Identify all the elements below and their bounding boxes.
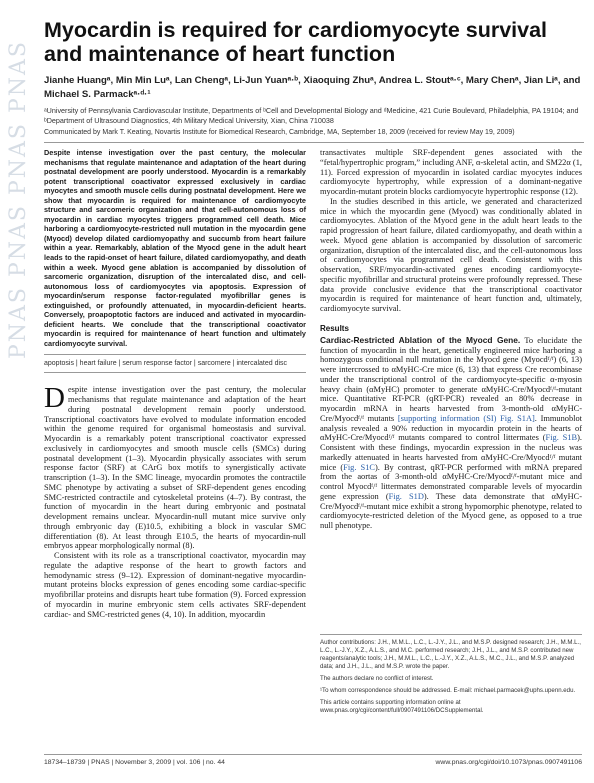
results-text-a: To elucidate the function of myocardin in the heart, genetically engineered mice harboring a homozygous conditional null mutation in the Myocd gene (Myocdᶠ/ᶠ) (6, 13) were intercrossed to αMyHC-Cre mice (6, 13) that express Cre recombinase under the transcriptional control of the cardiomyocyte-specific α-myosin heavy chain (αMyHC) promoter to generate αMyHC-Cre/Myocdᶠ/ᶠ-mutant mice. Quantitative RT-PCR (qRT-PCR) revealed an 80% decrease in myocardin mRNA in hearts harvested from 3-month-old αMyHC-Cre/Myocdᶠ/ᶠ mutants xyxy=(320,335,582,423)
footnotes xyxy=(320,634,582,719)
right-paragraph-2: In the studies described in this article, we generated and characterized mice in which the myocardin gene (Myocd) was conditionally ablated in cardiomyocytes. Ablation of the Myocd gene in the adult heart leads to the rapid progression of heart failure, dilated cardiomyopathy, and death within a week. Myocd gene ablation is accompanied by dissolution of sarcomeric organization, disruption of the intercalated disc, and the cell-autonomous loss of cardiomyocytes via programmed cell death. Consistent with this observation, SRF/myocardin-activated genes encoding cardiomyocyte-specific myofibrillar and structural proteins were profoundly repressed. These data provide conclusive evidence that the transcriptional coactivator myocardin is required for maintenance of heart function and, ultimately, cardiomyocyte survival. xyxy=(320,196,582,313)
keywords: apoptosis | heart failure | serum response factor | sarcomere | intercalated disc xyxy=(44,354,306,373)
abstract: Despite intense investigation over the past century, the molecular mechanisms that regulate maintenance and adaptation of the heart during postnatal development are poorly understood. Myocardin is a remarkably potent transcriptional coactivator expressed exclusively in cardiac myocytes and smooth muscle cells during postnatal development. Here we show that myocardin is required for maintenance of cardiomyocyte structure and sarcomeric organization and that cell-autonomous loss of myocardin in cardiac myocytes triggers programmed cell death. Mice harboring a cardiomyocyte-restricted null mutation in the myocardin gene (Myocd) develop dilated cardiomyopathy and succumb from heart failure within a year. Remarkably, ablation of the Myocd gene in the adult heart leads to the rapid-onset of heart failure, dilated cardiomyopathy, and death within a week. Myocd gene ablation is accompanied by dissolution of sarcomeric organization, disruption of the intercalated disc, and cell-autonomous loss of cardiomyocytes via apoptosis. Expression of myocardin/serum response factor-regulated myofibrillar genes is extinguished, or profoundly attenuated, in myocardin-deficient hearts. Conversely, proapoptotic factors are induced and activated in myocardin-deficient hearts. We conclude that the transcriptional coactivator myocardin is required for maintenance of heart function and ultimately cardiomyocyte survival. xyxy=(44,148,306,348)
page-footer xyxy=(44,754,582,766)
results-paragraph-1 xyxy=(320,336,582,531)
footer-doi[interactable]: www.pnas.org/cgi/doi/10.1073/pnas.0907491106 xyxy=(435,759,582,766)
si-fig-s1b-link[interactable]: Fig. S1B xyxy=(545,433,578,443)
supporting-info-note: This article contains supporting information online at www.pnas.org/cgi/content/full/0907491106/DCSupplemental. xyxy=(320,699,484,714)
si-fig-s1a-link[interactable]: [supporting information (SI) Fig. S1A] xyxy=(397,413,535,423)
si-fig-s1d-link[interactable]: Fig. S1D xyxy=(388,491,424,501)
right-column xyxy=(320,148,582,531)
journal-sidebar xyxy=(0,0,38,783)
results-heading: Results xyxy=(320,323,349,333)
results-subheading: Cardiac-Restricted Ablation of the Myocd Gene. xyxy=(320,334,521,345)
results-text-b: . Immunoblot analysis revealed a 90% reduction in myocardin protein in the hearts of αMyHC-Cre/Myocdᶠ/ᶠ mutants compared to control littermates ( xyxy=(320,413,582,443)
results-text-e: ). These data demonstrate that αMyHC-Cre/Myocdᶠ/ᶠ-mutant mice exhibit a strong hypomorphic phenotype, related to cardiomyocyte-restricted deletion of the Myocd gene, as opposed to a true null phenotype. xyxy=(320,491,582,530)
article-title: Myocardin is required for cardiomyocyte survival and maintenance of heart function xyxy=(44,18,548,66)
si-fig-s1c-link[interactable]: Fig. S1C xyxy=(343,462,375,472)
footer-citation: 18734–18739 | PNAS | November 3, 2009 | vol. 106 | no. 44 xyxy=(44,759,225,766)
conflict-statement: The authors declare no conflict of interest. xyxy=(320,675,434,682)
left-column xyxy=(44,148,306,619)
pnas-watermark: PNAS PNAS PNAS PNAS xyxy=(6,40,31,360)
correspondence-note: ¹To whom correspondence should be addressed. E-mail: michael.parmacek@uphs.upenn.edu. xyxy=(320,687,576,694)
drop-cap: D xyxy=(44,382,65,415)
introduction xyxy=(44,382,306,619)
header-divider xyxy=(44,142,584,143)
intro-paragraph-2: Consistent with its role as a transcriptional coactivator, myocardin may regulate the adaptive response of the heart to growth factors and hemodynamic stress (9–12). Expression of dominant-negative myocardin-mutant proteins blocks expression of genes encoding some cardiac-specific myofibrillar proteins and disrupts heart tube formation (9). Forced expression of myocardin in murine embryonic stem cells activates SRF-dependent cardiac- and SMC-restricted genes (4, 10). In addition, myocardin xyxy=(44,551,306,619)
results-text-c: ). Consistent with these findings, myocardin expression in the nucleus was markedly attenuated in hearts harvested from αMyHC-Cre/Myocdᶠ/ᶠ mutant mice ( xyxy=(320,433,582,472)
results-text-d: ). By contrast, qRT-PCR performed with mRNA prepared from the aortas of 3-month-old αMyHC-Cre/Myocdᶠ/ᶠ-mutant mice and control Myocdᶠ/ᶠ littermates demonstrated comparable levels of myocardin gene expression ( xyxy=(320,462,582,501)
right-paragraph-1: transactivates multiple SRF-dependent genes associated with the “fetal/hypertrophic program,” including ANF, α-skeletal actin, and SM22α (1, 11). Forced expression of myocardin in isolated cardiac myocytes induces cardiomyocyte hypertrophy, while expression of a dominant-negative myocardin-mutant protein blocks cardiomyocyte hypertrophic response (12). xyxy=(320,148,582,196)
author-list: Jianhe Huangᵃ, Min Min Luᵃ, Lan Chengᵃ, Li-Jun Yuanᵃ·ᵇ, Xiaoquing Zhuᵃ, Andrea L. Stoutᵃ·ᶜ, Mary Chenᵃ, Jian Liᵃ, and Michael S. Parmackᵃ·ᵈ·¹ xyxy=(44,75,581,100)
communicated-by: Communicated by Mark T. Keating, Novartis Institute for Biomedical Research, Cambridge, MA, September 18, 2009 (received for review May 19, 2009) xyxy=(44,129,515,136)
author-contributions: Author contributions: J.H., M.M.L., L.C., L.-J.Y., J.L., and M.S.P. designed research; J.H., M.M.L., L.C., L.-J.Y., X.Z., A.L.S., and M.C. performed research; J.H., J.L., and M.S.P. contributed new reagents/analytic tools; J.H., M.M.L., L.C., L.-J.Y., X.Z., A.L.S., M.C., J.L., and M.S.P. analyzed data; and J.H., J.L., and M.S.P. wrote the paper. xyxy=(320,639,581,670)
intro-paragraph-1-text: espite intense investigation over the past century, the molecular mechanisms that regulate maintenance and adaptation of the heart during postnatal development remain poorly understood. Transcriptional coactivators have evolved to modulate information encoded within the genome required for organismal homeostasis and survival. Myocardin is a remarkably potent transcriptional coactivator expressed exclusively in cardiomyocytes and smooth muscle cells (SMCs) during postnatal development (1–3). Myocardin physically associates with serum response factor (SRF) at CArG box motifs to synergistically activate transcription (1–3). In the SMC lineage, myocardin promotes the contractile SMC phenotype by activating a subset of SRF-dependent genes encoding SMC-restricted contractile and cytoskeletal proteins (4–7). By contrast, the function of myocardin in the heart during embryonic and postnatal development remains unclear. Myocardin-null mutant mice survive only through embryonic day (E)10.5, exhibiting a block in vascular SMC differentiation (8). At least through E10.5, the hearts of myocardin-null embryos appear morphologically normal (8). xyxy=(44,385,306,551)
affiliations: ᵃUniversity of Pennsylvania Cardiovascular Institute, Departments of ᵇCell and Developmental Biology and ᵈMedicine, 421 Curie Boulevard, Philadelphia, PA 19104; and ᵇDepartment of Ultrasound Diagnostics, 4th Military Medical University, Xian, China 710038 xyxy=(44,106,579,125)
intro-paragraph-1 xyxy=(44,382,306,551)
